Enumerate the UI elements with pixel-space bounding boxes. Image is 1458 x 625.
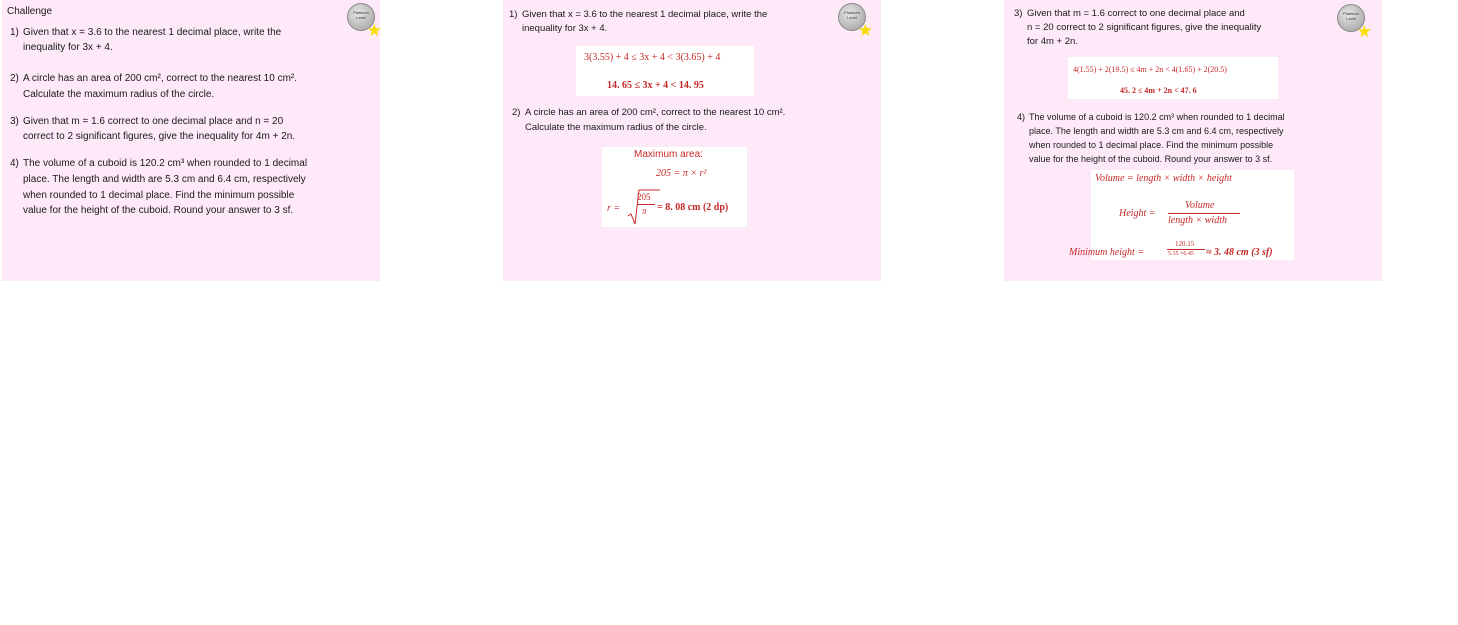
platinum-level-badge-icon [347, 3, 382, 40]
answer-4-height-numerator: Volume [1185, 200, 1215, 211]
question-2-number: 2) [512, 107, 521, 118]
question-3-line-3: for 4m + 2n. [1027, 36, 1078, 47]
question-2-line-1: A circle has an area of 200 cm², correct to the nearest 10 cm². [23, 73, 298, 84]
slide-title: Challenge [7, 6, 53, 17]
question-3-line-1: Given that m = 1.6 correct to one decimal place and [1027, 8, 1245, 19]
question-1-number: 1) [509, 9, 518, 20]
question-4-line-3: when rounded to 1 decimal place. Find the minimum possible [23, 190, 295, 201]
answer-4-volume-formula: Volume = length × width × height [1095, 173, 1232, 184]
answer-2-fraction-denominator: π [642, 206, 647, 216]
answer-4-min-height-numerator: 120.15 [1175, 240, 1195, 248]
question-4-line-3: when rounded to 1 decimal place. Find the minimum possible [1029, 140, 1274, 150]
answer-4-min-height-result: ≈ 3. 48 cm (3 sf) [1206, 247, 1273, 258]
question-4-line-2: place. The length and width are 5.3 cm and 6.4 cm, respectively [23, 174, 306, 185]
answer-2-result: = 8. 08 cm (2 dp) [657, 202, 729, 213]
answer-3-inequality-result: 45. 2 ≤ 4m + 2n < 47. 6 [1120, 86, 1197, 95]
badge-text: Platinum Level [844, 10, 860, 20]
answer-1-box [576, 46, 754, 96]
question-1-line-1: Given that x = 3.6 to the nearest 1 decimal place, write the [23, 27, 282, 38]
question-3-line-2: correct to 2 significant figures, give the inequality for 4m + 2n. [23, 131, 296, 142]
question-3-line-2: n = 20 correct to 2 significant figures, give the inequality [1027, 22, 1262, 33]
question-3-line-1: Given that m = 1.6 correct to one decimal place and n = 20 [23, 116, 284, 127]
answer-2-heading: Maximum area: [634, 149, 703, 160]
answer-2-area-equation: 205 = π × r² [656, 168, 707, 179]
fraction-bar [637, 204, 655, 205]
question-4-line-1: The volume of a cuboid is 120.2 cm³ when rounded to 1 decimal [1029, 112, 1285, 122]
answer-2-fraction-numerator: 205 [637, 192, 651, 202]
question-4-number: 4) [1017, 112, 1026, 122]
question-4-number: 4) [10, 158, 19, 169]
answer-4-min-height-denominator: 5.35 ×6.45 [1168, 251, 1194, 257]
platinum-level-badge-icon [1337, 4, 1372, 41]
question-1-number: 1) [10, 27, 19, 38]
answer-4-min-height-label: Minimum height = [1069, 247, 1145, 258]
answer-4-height-label: Height = [1119, 208, 1156, 219]
slide-challenge [2, 0, 380, 281]
question-2-line-1: A circle has an area of 200 cm², correct to the nearest 10 cm². [525, 107, 786, 118]
badge-text: Platinum Level [353, 10, 369, 20]
question-3-number: 3) [1014, 8, 1023, 19]
question-1-line-2: inequality for 3x + 4. [23, 42, 113, 53]
answer-2-r-label: r = [607, 203, 621, 214]
question-2-number: 2) [10, 73, 19, 84]
answer-3-inequality-substituted: 4(1.55) + 2(19.5) ≤ 4m + 2n < 4(1.65) + 2(20.5) [1073, 65, 1227, 74]
question-4-line-4: value for the height of the cuboid. Round your answer to 3 sf. [1029, 154, 1273, 164]
question-2-line-2: Calculate the maximum radius of the circle. [525, 122, 707, 133]
answer-4-height-denominator: length × width [1168, 215, 1227, 226]
answer-4-box [1069, 170, 1294, 260]
star-icon: ★ [1356, 22, 1372, 41]
badge-text: Platinum Level [1343, 11, 1359, 21]
answer-3-box [1068, 57, 1278, 99]
question-4-line-4: value for the height of the cuboid. Round your answer to 3 sf. [23, 205, 294, 216]
answer-1-inequality-result: 14. 65 ≤ 3x + 4 < 14. 95 [607, 80, 704, 91]
answer-1-inequality-substituted: 3(3.55) + 4 ≤ 3x + 4 < 3(3.65) + 4 [584, 52, 721, 63]
answer-2-box [602, 147, 747, 227]
star-icon: ★ [857, 21, 873, 40]
question-1-line-2: inequality for 3x + 4. [522, 23, 608, 34]
slide-answers-1-2 [503, 0, 881, 281]
platinum-level-badge-icon [838, 3, 873, 40]
question-4-line-1: The volume of a cuboid is 120.2 cm³ when rounded to 1 decimal [23, 158, 308, 169]
question-3-number: 3) [10, 116, 19, 127]
star-icon: ★ [366, 21, 382, 40]
question-1-line-1: Given that x = 3.6 to the nearest 1 decimal place, write the [522, 9, 768, 20]
question-2-line-2: Calculate the maximum radius of the circle. [23, 89, 215, 100]
question-4-line-2: place. The length and width are 5.3 cm and 6.4 cm, respectively [1029, 126, 1284, 136]
slide-answers-3-4 [1004, 0, 1382, 281]
